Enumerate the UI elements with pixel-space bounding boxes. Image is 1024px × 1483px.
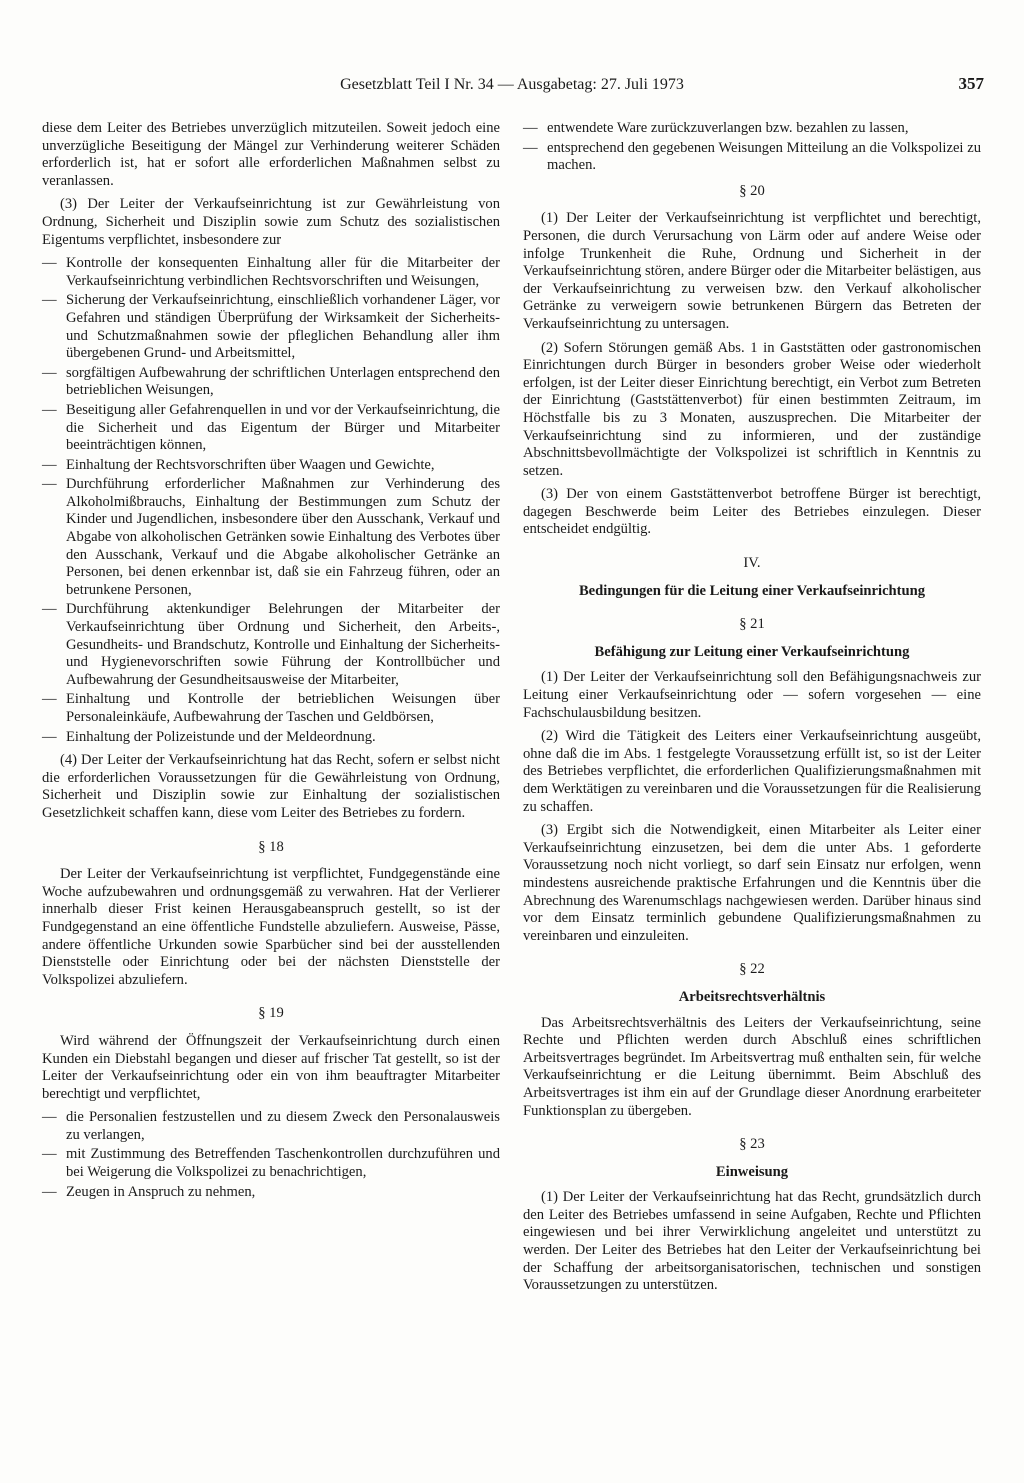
page-header — [40, 74, 984, 96]
section-22-title: § 22 — [739, 961, 765, 978]
section-18-title: § 18 — [258, 838, 284, 855]
right-column — [523, 120, 981, 1301]
part-number: IV. — [743, 555, 761, 572]
paragraph-continuation: diese dem Leiter des Betriebes unverzüglich mitzuteilen. Soweit jedoch eine unverzügliche Beseitigung der Mängel zur Verhinderung weiterer Schäden erforderlich ist, hat er sofort alle erforderlichen Maßnahmen selbst zu veranlassen. — [42, 120, 500, 189]
list-item: — Beseitigung aller Gefahrenquellen in und vor der Verkaufseinrichtung, die die Sicherheit und das Eigentum der Bürger und Mitarbeiter beeinträchtigen können, — [42, 402, 500, 455]
section-23-title: § 23 — [739, 1136, 765, 1153]
section-19-intro: Wird während der Öffnungszeit der Verkaufseinrichtung durch einen Kunden ein Diebstahl begangen und dieser auf frischer Tat gestellt, so ist der Leiter der Verkaufseinrichtung oder ein von ihm beauftragter Mitarbeiter berechtigt und verpflichtet, — [42, 1032, 500, 1102]
section-21-paragraph-1: (1) Der Leiter der Verkaufseinrichtung soll den Befähigungsnachweis zur Leitung einer Verkaufseinrichtung oder — sofern vorgesehen — eine Fachschulausbildung besitzen. — [523, 669, 981, 721]
list-item: — Durchführung erforderlicher Maßnahmen zur Verhinderung des Alkoholmißbrauchs, Einhaltung der Bestimmungen zum Schutz der Kinder und Jugendlichen, insbesondere über den Ausschank, Verkauf und Abgabe von alkoholischen Getränken sowie Einhaltung des Verbotes über den Ausschank, Verkauf und die Abgabe alkoholischer Getränke an Personen, bei denen erkennbar ist, daß sie ein Fahrzeug führen, oder an betrunkene Personen, — [42, 476, 500, 599]
section-23-paragraph-1: (1) Der Leiter der Verkaufseinrichtung hat das Recht, grundsätzlich durch den Leiter des Betriebes umfassend in seine Aufgaben, Rechte und Pflichten eingewiesen und bei ihrer Verwirklichung angeleitet und unterstützt zu werden. Der Leiter des Betriebes hat den Leiter der Verkaufseinrichtung bei der Schaffung der arbeitsorganisatorischen, technischen und sonstigen Voraussetzungen zu unterstützen. — [523, 1189, 981, 1294]
paragraph-3-list — [42, 255, 500, 746]
section-21-heading: Befähigung zur Leitung einer Verkaufseinrichtung — [594, 643, 910, 660]
section-22-heading: Arbeitsrechtsverhältnis — [678, 988, 826, 1005]
section-21-paragraph-2: (2) Wird die Tätigkeit des Leiters einer Verkaufseinrichtung ausgeübt, ohne daß die im Abs. 1 festgelegte Voraussetzung erfüllt ist, so ist der Leiter des Betriebes verpflichtet, die erforderlichen Qualifizierungsmaßnahmen mit dem Werktätigen zu vereinbaren und die Voraussetzungen für die Realisierung zu schaffen. — [523, 728, 981, 815]
list-item: — Einhaltung der Rechtsvorschriften über Waagen und Gewichte, — [42, 457, 500, 475]
paragraph-4: (4) Der Leiter der Verkaufseinrichtung hat das Recht, sofern er selbst nicht die erforderlichen Voraussetzungen für die Gewährleistung von Ordnung, Sicherheit und Disziplin sowie zur Einhaltung der sozialistischen Gesetzlichkeit schaffen kann, diese vom Leiter des Betriebes zu fordern. — [42, 752, 500, 821]
page-number: 357 — [958, 74, 984, 93]
section-19-list-continued — [523, 120, 981, 175]
left-column — [42, 120, 500, 1207]
list-item: — Sicherung der Verkaufseinrichtung, einschließlich vorhandener Läger, vor Gefahren und ständigen Überprüfung der Wirksamkeit der Sicherheits- und Schutzmaßnahmen sowie der pfleglichen Behandlung aller ihm übergebenen Grund- und Arbeitsmittel, — [42, 292, 500, 362]
list-item: — entsprechend den gegebenen Weisungen Mitteilung an die Volkspolizei zu machen. — [523, 140, 981, 175]
list-item: — Durchführung aktenkundiger Belehrungen der Mitarbeiter der Verkaufseinrichtung über Ordnung und Sicherheit, den Arbeits-, Gesundheits- und Brandschutz, Kontrolle und Einhaltung der Sicherheits- und Hygienevorschriften sowie Führung der Kontrollbücher und Aufbewahrung der Gesundheitsausweise der Mitarbeiter, — [42, 601, 500, 689]
section-18-text: Der Leiter der Verkaufseinrichtung ist verpflichtet, Fundgegenstände eine Woche aufzubewahren und ordnungsgemäß zu verwahren. Hat der Verlierer innerhalb dieser Frist keinen Herausgabeanspruch gestellt, so ist der Fundgegenstand an eine öffentliche Fundstelle abzuliefern. Ausweise, Pässe, andere öffentliche Urkunden sowie Sparbücher sind bei der ausstellenden Dienststelle oder Einrichtung oder bei der nächsten Dienststelle der Volkspolizei abzuliefern. — [42, 866, 500, 988]
list-item: — Zeugen in Anspruch zu nehmen, — [42, 1184, 500, 1202]
list-item: — sorgfältigen Aufbewahrung der schriftlichen Unterlagen entsprechend den betrieblichen Weisungen, — [42, 365, 500, 400]
section-20-paragraph-2: (2) Sofern Störungen gemäß Abs. 1 in Gaststätten oder gastronomischen Einrichtungen durch Bürger in besonders grober Weise oder wiederholt erfolgen, ist der Leiter dieser Einrichtung berechtigt, ein Verbot zum Betreten der Einrichtung (Gaststättenverbot) für einen bestimmten Zeitraum, im Höchstfalle bis zu 3 Monaten, auszusprechen. Die Mitarbeiter der Verkaufseinrichtung sind zu informieren, und der zuständige Abschnittsbevollmächtigte der Volkspolizei ist schriftlich in Kenntnis zu setzen. — [523, 339, 981, 479]
section-20-paragraph-3: (3) Der von einem Gaststättenverbot betroffene Bürger ist berechtigt, dagegen Beschwerde beim Leiter des Betriebes einzulegen. Dieser entscheidet endgültig. — [523, 486, 981, 538]
list-item: — mit Zustimmung des Betreffenden Taschenkontrollen durchzuführen und bei Weigerung die Volkspolizei zu benachrichtigen, — [42, 1146, 500, 1181]
section-19-list — [42, 1109, 500, 1201]
list-item: — entwendete Ware zurückzuverlangen bzw. bezahlen zu lassen, — [523, 120, 981, 138]
section-21-paragraph-3: (3) Ergibt sich die Notwendigkeit, einen Mitarbeiter als Leiter einer Verkaufseinrichtung einzusetzen, bei dem die unter Abs. 1 geforderte Voraussetzung noch nicht vorliegt, so darf sein Einsatz nur erfolgen, wenn mindestens ausreichende praktische Erfahrungen und die Kenntnis über die Abrechnung des Warenumschlags nachgewiesen werden. Darüber hinaus sind vor dem Einsatz terminlich gebundene Qualifizierungsmaßnahmen zu vereinbaren und einzuleiten. — [523, 822, 981, 944]
list-item: — Einhaltung der Polizeistunde und der Meldeordnung. — [42, 729, 500, 747]
section-23-heading: Einweisung — [715, 1163, 789, 1180]
section-20-paragraph-1: (1) Der Leiter der Verkaufseinrichtung ist verpflichtet und berechtigt, Personen, die durch Verursachung von Lärm oder auf andere Weise oder infolge Trunkenheit die Ruhe, Ordnung und Sicherheit in der Verkaufseinrichtung stören, andere Bürger oder die Mitarbeiter belästigen, aus der Verkaufseinrichtung zu verweisen bzw. den Verkauf alkoholischer Getränke zu verweigern sowie betrunkenen Bürgern das Betreten der Verkaufseinrichtung zu untersagen. — [523, 210, 981, 332]
part-title: Bedingungen für die Leitung einer Verkaufseinrichtung — [578, 582, 926, 599]
section-19-title: § 19 — [258, 1005, 284, 1022]
section-22-text: Das Arbeitsrechtsverhältnis des Leiters der Verkaufseinrichtung, seine Rechte und Pflichten werden durch Abschluß eines schriftlichen Arbeitsvertrages begründet. Im Arbeitsvertrag muß enthalten sein, für welche Verkaufseinrichtung er die Leitung übernimmt. Beim Abschluß des Arbeitsvertrages ist ihm ein auf der Grundlage dieser Anordnung erarbeiteter Funktionsplan zu übergeben. — [523, 1014, 981, 1119]
section-21-title: § 21 — [739, 616, 765, 633]
header-title: Gesetzblatt Teil I Nr. 34 — Ausgabetag: 27. Juli 1973 — [340, 76, 684, 93]
paragraph-3-intro: (3) Der Leiter der Verkaufseinrichtung ist zur Gewährleistung von Ordnung, Sicherheit und Disziplin sowie zum Schutz des sozialistischen Eigentums verpflichtet, insbesondere zur — [42, 196, 500, 248]
list-item: — Kontrolle der konsequenten Einhaltung aller für die Mitarbeiter der Verkaufseinrichtung verbindlichen Rechtsvorschriften und Weisungen, — [42, 255, 500, 290]
list-item: — die Personalien festzustellen und zu diesem Zweck den Personalausweis zu verlangen, — [42, 1109, 500, 1144]
section-20-title: § 20 — [739, 182, 765, 199]
list-item: — Einhaltung und Kontrolle der betrieblichen Weisungen über Personaleinkäufe, Aufbewahrung der Taschen und Geldbörsen, — [42, 691, 500, 726]
